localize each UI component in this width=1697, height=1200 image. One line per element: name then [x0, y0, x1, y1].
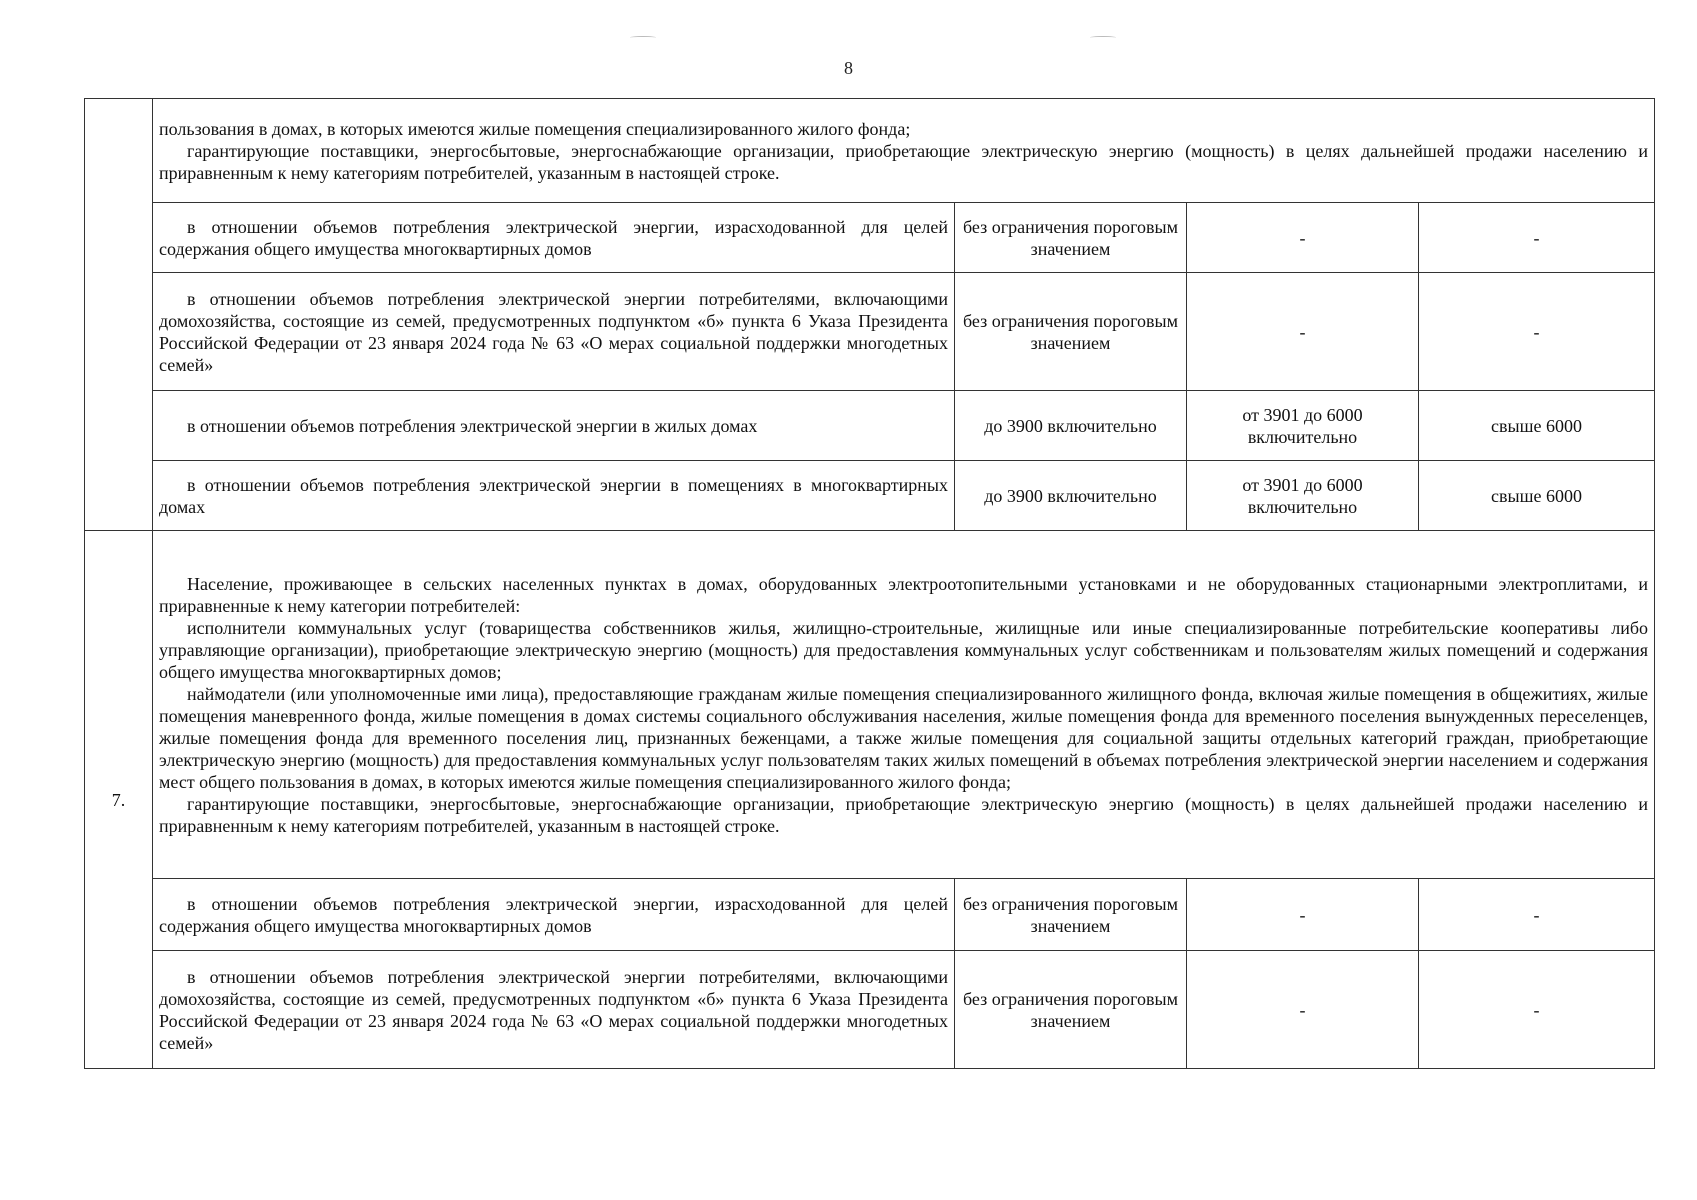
threshold-value-1: без ограничения пороговым значением — [955, 951, 1187, 1069]
threshold-value-1: без ограничения пороговым значением — [955, 273, 1187, 391]
threshold-value-3: - — [1419, 203, 1655, 273]
threshold-value-3: - — [1419, 951, 1655, 1069]
threshold-value-2: - — [1187, 273, 1419, 391]
threshold-value-2: - — [1187, 879, 1419, 951]
description-paragraph: пользования в домах, в которых имеются жилые помещения специализированного жилого фонда; — [159, 118, 911, 139]
table-row — [85, 951, 1655, 1069]
table-row — [85, 273, 1655, 391]
tariff-table — [84, 98, 1655, 1069]
description-paragraph: гарантирующие поставщики, энергосбытовые, энергоснабжающие организации, приобретающие электрическую энергию (мощность) в целях дальнейшей продажи населению и приравненным к нему категориям потребителей, указанным в настоящей строке. — [159, 140, 1649, 183]
threshold-value-1: до 3900 включительно — [955, 461, 1187, 531]
scan-artifact-left — [630, 36, 656, 39]
category-description — [153, 99, 1655, 203]
threshold-value-1: без ограничения пороговым значением — [955, 203, 1187, 273]
condition-cell: в отношении объемов потребления электрической энергии в помещениях в многоквартирных домах — [153, 461, 955, 531]
table-row — [85, 391, 1655, 461]
description-paragraph: наймодатели (или уполномоченные ими лица), предоставляющие гражданам жилые помещения специализированного жилищного фонда, включая жилые помещения в общежитиях, жилые помещения маневренного фонда, жилые помещения в домах системы социального обслуживания населения, жилые помещения фонда для временного поселения вынужденных переселенцев, жилые помещения фонда для временного поселения лиц, признанных беженцами, а также жилые помещения для социальной защиты отдельных категорий граждан, приобретающие электрическую энергию (мощность) для предоставления коммунальных услуг пользователям таких жилых помещений в объемах потребления электрической энергии населением и содержания мест общего пользования в домах, в которых имеются жилые помещения специализированного жилого фонда; — [159, 683, 1649, 792]
threshold-value-2: от 3901 до 6000 включительно — [1187, 391, 1419, 461]
condition-cell: в отношении объемов потребления электрической энергии потребителями, включающими домохозяйства, состоящие из семей, предусмотренных подпунктом «б» пункта 6 Указа Президента Российской Федерации от 23 января 2024 года № 63 «О мерах социальной поддержки многодетных семей» — [153, 951, 955, 1069]
page-number: 8 — [844, 58, 853, 78]
table-row — [85, 461, 1655, 531]
description-paragraph: гарантирующие поставщики, энергосбытовые, энергоснабжающие организации, приобретающие электрическую энергию (мощность) в целях дальнейшей продажи населению и приравненным к нему категориям потребителей, указанным в настоящей строке. — [159, 793, 1649, 836]
threshold-value-3: - — [1419, 273, 1655, 391]
condition-cell: в отношении объемов потребления электрической энергии, израсходованной для целей содержания общего имущества многоквартирных домов — [153, 203, 955, 273]
scan-artifact-right — [1090, 36, 1116, 39]
table-row — [85, 99, 1655, 203]
row-number-cell — [85, 99, 153, 531]
row-number: 7. — [85, 531, 153, 1069]
threshold-value-2: - — [1187, 951, 1419, 1069]
threshold-value-1: до 3900 включительно — [955, 391, 1187, 461]
table-row — [85, 879, 1655, 951]
threshold-value-3: свыше 6000 — [1419, 391, 1655, 461]
condition-cell: в отношении объемов потребления электрической энергии в жилых домах — [153, 391, 955, 461]
category-description — [153, 531, 1655, 879]
threshold-value-2: от 3901 до 6000 включительно — [1187, 461, 1419, 531]
description-paragraph: Население, проживающее в сельских населенных пунктах в домах, оборудованных электроотопительными установками и не оборудованных стационарными электроплитами, и приравненные к нему категории потребителей: — [159, 573, 1649, 616]
condition-cell: в отношении объемов потребления электрической энергии, израсходованной для целей содержания общего имущества многоквартирных домов — [153, 879, 955, 951]
description-paragraph: исполнители коммунальных услуг (товарищества собственников жилья, жилищно-строительные, жилищные или иные специализированные потребительские кооперативы либо управляющие организации), приобретающие электрическую энергию (мощность) для предоставления коммунальных услуг собственникам и пользователям жилых помещений и содержания общего имущества многоквартирных домов; — [159, 617, 1649, 682]
table-row — [85, 203, 1655, 273]
threshold-value-2: - — [1187, 203, 1419, 273]
condition-cell: в отношении объемов потребления электрической энергии потребителями, включающими домохозяйства, состоящие из семей, предусмотренных подпунктом «б» пункта 6 Указа Президента Российской Федерации от 23 января 2024 года № 63 «О мерах социальной поддержки многодетных семей» — [153, 273, 955, 391]
threshold-value-3: свыше 6000 — [1419, 461, 1655, 531]
threshold-value-3: - — [1419, 879, 1655, 951]
table-row — [85, 531, 1655, 879]
threshold-value-1: без ограничения пороговым значением — [955, 879, 1187, 951]
